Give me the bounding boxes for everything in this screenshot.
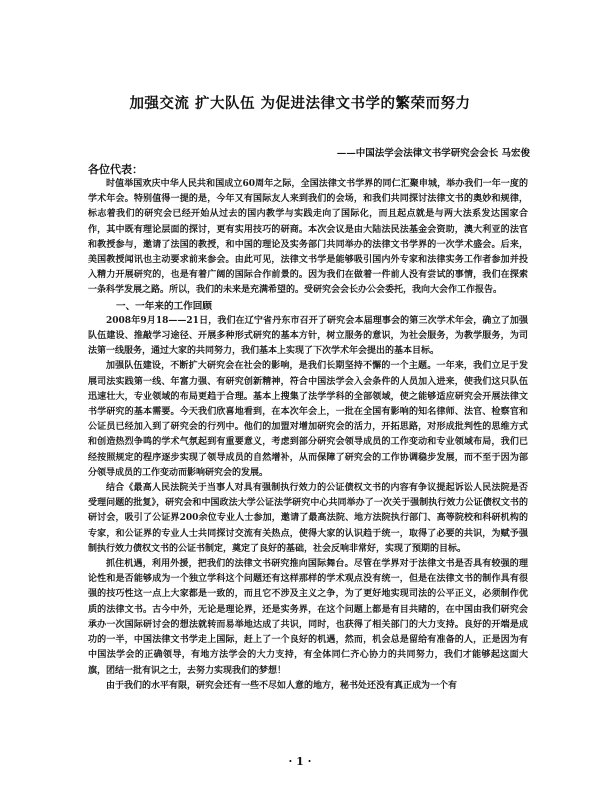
document-title: 加强交流 扩大队伍 为促进法律文书学的繁荣而努力: [129, 96, 471, 112]
salutation: 各位代表：: [88, 163, 143, 176]
body-paragraph: 结合《最高人民法院关于当事人对具有强制执行效力的公证债权文书的内容有争议提起诉讼人民法院是否受理问题的批复》，研究会和中国政法大学公证法学研究中心共同举办了一次关于强制执行效力公证债权文书的研讨会，吸引了公证界200余位专业人士参加，邀请了最高法院、地方法院执行部门、高等院校和科研机构的专家，和公证界的专业人士共同探讨交流有关热点，使得大家的认识趋于统一，取得了必要的共识，为赋予强制执行效力债权文书的公证书制定，奠定了良好的基础，社会反响非常好，实现了预期的目标。: [88, 483, 528, 554]
body-paragraph: 抓住机遇，利用外援，把我们的法律文书研究推向国际舞台。尽管在学界对于法律文书是否具有较强的理论性和是否能够成为一个独立学科这个问题还有这样那样的学术观点没有统一，但是在法律文书的制作具有很强的技巧性这一点上大家都是一致的，而且它不涉及主义之争，为了更好地实现司法的公平正义，必须制作优质的法律文书。古今中外，无论是理论界，还是实务界，在这个问题上都是有目共睹的，在中国由我们研究会承办一次国际研讨会的想法就转而易举地达成了共识，同时，也获得了相关部门的大力支持。良好的开端是成功的一半，中国法律文书学走上国际，赶上了一个良好的机遇，然而，机会总是留给有准备的人，正是因为有中国法学会的正确领导，有地方法学会的大力支持，有全体同仁齐心协力的共同努力，我们才能够起这面大旗，团结一批有识之士，去努力实现我们的梦想！: [88, 559, 528, 676]
intro-paragraph: 时值举国欢庆中华人民共和国成立60周年之际，全国法律文书学界的同仁汇聚申城，举办我们一年一度的学术年会。特别值得一提的是，今年又有国际友人来到我们的会场，和我们共同探讨法律文书的奥妙和规律，标志着我们的研究会已经开始从过去的国内教学与实践走向了国际化，而且起点就是与两大法系发达国家合作，其中既有理论层面的探讨，更有实用技巧的研商。本次会议是由大陆法民法基金会资助，澳大利亚的法官和教授参与，邀请了法国的教授，和中国的理论及实务部门共同举办的法律文书学界的一次学术盛会。后来，美国教授闻讯也主动要求前来参会。由此可见，法律文书学是能够吸引国内外专家和法律实务工作者参加并投入精力开展研究的，也是有着广阔的国际合作前景的。因为我们在做着一件前人没有尝试的事情，我们在探索一条科学发展之路。所以，我们的未来是充满希望的。受研究会会长办公会委托，我向大会作工作报告。: [88, 179, 528, 296]
document-body: [88, 177, 528, 694]
author-byline: ——中国法学会法律文书学研究会会长 马宏俊: [336, 148, 530, 159]
body-paragraph: 2008年9月18——21日，我们在辽宁省丹东市召开了研究会本届理事会的第三次学术年会，确立了加强队伍建设、推敲学习途径、开展多种形式研究的基本方针，树立服务的意识，为社会服务，为教学服务，为司法第一线服务，通过大家的共同努力，我们基本上实现了下次学术年会提出的基本目标。: [88, 315, 528, 357]
body-paragraph: 加强队伍建设，不断扩大研究会在社会的影响，是我们长期坚持不懈的一个主题。一年来，我们立足于发展司法实践第一线、年富力强、有研究创新精神，符合中国法学会入会条件的人员加入进来，使我们这只队伍迅速壮大，专业领域的布局更趋于合理。基本上搜集了法学学科的全部领域，使之能够适应研究会开展法律文书学研究的基本需要。今天我们欣喜地看到，在本次年会上，一批在全国有影响的知名律师、法官、检察官和公证员已经加入到了研究会的行列中。他们的加盟对增加研究会的活力，开拓思路，对形成批判性的思维方式和创造热烈争鸣的学术气氛起到有重要意义，考虑到部分研究会领导成员的工作变动和专业领域布局，我们已经按照规定的程序逐步实现了领导成员的自然增补，从而保障了研究会的工作协调稳步发展，而不至于因为部分领导成员的工作变动而影响研究会的发展。: [88, 361, 528, 478]
body-paragraph: 由于我们的水平有限，研究会还有一些不尽如人意的地方，秘书处还没有真正成为一个有: [106, 680, 458, 691]
page-number: · 1 ·: [288, 755, 312, 768]
section-heading: 一、一年来的工作回顾: [116, 300, 212, 312]
